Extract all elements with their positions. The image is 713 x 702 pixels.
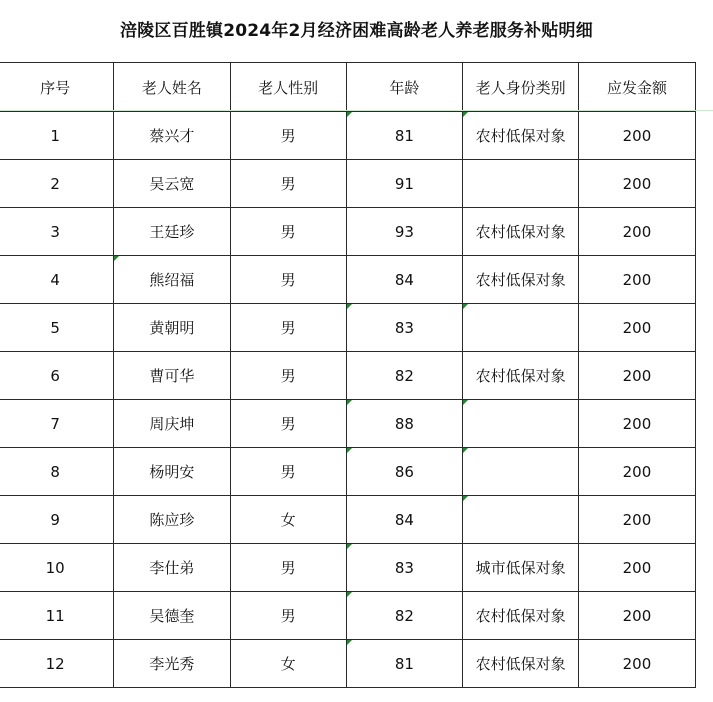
empty-cell[interactable] (695, 63, 709, 112)
cell-age[interactable]: 81 (346, 112, 462, 160)
cell-category[interactable] (463, 304, 579, 352)
column-header-name[interactable]: 老人姓名 (114, 63, 230, 112)
column-header-amount[interactable]: 应发金额 (579, 63, 695, 112)
cell-age[interactable]: 91 (346, 160, 462, 208)
cell-amount[interactable]: 200 (579, 256, 695, 304)
cell-serial[interactable]: 10 (0, 544, 114, 592)
cell-amount[interactable]: 200 (579, 112, 695, 160)
cell-age[interactable]: 84 (346, 496, 462, 544)
cell-name[interactable]: 王廷珍 (114, 208, 230, 256)
cell-amount[interactable]: 200 (579, 640, 695, 688)
cell-category[interactable]: 农村低保对象 (463, 112, 579, 160)
page-title: 涪陵区百胜镇2024年2月经济困难高龄老人养老服务补贴明细 (120, 21, 593, 41)
cell-age[interactable]: 86 (346, 448, 462, 496)
cell-serial[interactable]: 9 (0, 496, 114, 544)
cell-amount[interactable]: 200 (579, 496, 695, 544)
column-header-serial[interactable]: 序号 (0, 63, 114, 112)
column-header-age[interactable]: 年龄 (346, 63, 462, 112)
cell-gender[interactable]: 男 (230, 112, 346, 160)
column-header-gender[interactable]: 老人性别 (230, 63, 346, 112)
cell-serial[interactable]: 5 (0, 304, 114, 352)
cell-name[interactable]: 周庆坤 (114, 400, 230, 448)
cell-name[interactable]: 吴云宽 (114, 160, 230, 208)
table-row (0, 592, 709, 640)
cell-serial[interactable]: 11 (0, 592, 114, 640)
cell-age[interactable]: 83 (346, 544, 462, 592)
empty-cell[interactable] (695, 112, 709, 160)
cell-amount[interactable]: 200 (579, 544, 695, 592)
empty-cell[interactable] (695, 304, 709, 352)
cell-gender[interactable]: 男 (230, 256, 346, 304)
cell-age[interactable]: 82 (346, 592, 462, 640)
cell-gender[interactable]: 男 (230, 544, 346, 592)
table-row (0, 400, 709, 448)
cell-amount[interactable]: 200 (579, 352, 695, 400)
table-row (0, 496, 709, 544)
cell-gender[interactable]: 男 (230, 448, 346, 496)
cell-category[interactable]: 农村低保对象 (463, 640, 579, 688)
cell-name[interactable]: 李仕弟 (114, 544, 230, 592)
cell-age[interactable]: 81 (346, 640, 462, 688)
empty-cell[interactable] (695, 592, 709, 640)
empty-cell[interactable] (695, 160, 709, 208)
cell-serial[interactable]: 8 (0, 448, 114, 496)
table-row (0, 208, 709, 256)
cell-name[interactable]: 陈应珍 (114, 496, 230, 544)
cell-serial[interactable]: 2 (0, 160, 114, 208)
cell-category[interactable]: 城市低保对象 (463, 544, 579, 592)
table-row (0, 640, 709, 688)
table-row (0, 160, 709, 208)
cell-name[interactable]: 李光秀 (114, 640, 230, 688)
cell-category[interactable]: 农村低保对象 (463, 256, 579, 304)
table-header-row (0, 63, 709, 112)
cell-name[interactable]: 杨明安 (114, 448, 230, 496)
cell-serial[interactable]: 1 (0, 112, 114, 160)
cell-serial[interactable]: 3 (0, 208, 114, 256)
cell-name[interactable]: 曹可华 (114, 352, 230, 400)
cell-gender[interactable]: 男 (230, 400, 346, 448)
cell-category[interactable]: 农村低保对象 (463, 352, 579, 400)
table-row (0, 352, 709, 400)
empty-cell[interactable] (695, 448, 709, 496)
empty-cell[interactable] (695, 352, 709, 400)
empty-cell[interactable] (695, 208, 709, 256)
cell-name[interactable]: 吴德奎 (114, 592, 230, 640)
table-row (0, 544, 709, 592)
cell-amount[interactable]: 200 (579, 448, 695, 496)
cell-gender[interactable]: 男 (230, 352, 346, 400)
cell-serial[interactable]: 6 (0, 352, 114, 400)
cell-gender[interactable]: 男 (230, 592, 346, 640)
cell-category[interactable]: 农村低保对象 (463, 592, 579, 640)
cell-amount[interactable]: 200 (579, 592, 695, 640)
cell-age[interactable]: 82 (346, 352, 462, 400)
empty-cell[interactable] (695, 256, 709, 304)
cell-gender[interactable]: 女 (230, 640, 346, 688)
subsidy-table (0, 62, 709, 688)
cell-age[interactable]: 88 (346, 400, 462, 448)
cell-gender[interactable]: 男 (230, 304, 346, 352)
cell-name[interactable]: 黄朝明 (114, 304, 230, 352)
empty-cell[interactable] (695, 496, 709, 544)
cell-name[interactable]: 熊绍福 (114, 256, 230, 304)
cell-amount[interactable]: 200 (579, 304, 695, 352)
cell-name[interactable]: 蔡兴才 (114, 112, 230, 160)
cell-serial[interactable]: 12 (0, 640, 114, 688)
cell-gender[interactable]: 男 (230, 160, 346, 208)
cell-category[interactable] (463, 160, 579, 208)
cell-age[interactable]: 84 (346, 256, 462, 304)
table-row (0, 256, 709, 304)
table-row (0, 448, 709, 496)
cell-age[interactable]: 83 (346, 304, 462, 352)
cell-category[interactable] (463, 496, 579, 544)
cell-amount[interactable]: 200 (579, 400, 695, 448)
cell-amount[interactable]: 200 (579, 208, 695, 256)
empty-cell[interactable] (695, 400, 709, 448)
column-header-category[interactable]: 老人身份类别 (463, 63, 579, 112)
table-row (0, 112, 709, 160)
cell-gender[interactable]: 男 (230, 208, 346, 256)
empty-cell[interactable] (695, 640, 709, 688)
cell-serial[interactable]: 4 (0, 256, 114, 304)
cell-category[interactable] (463, 448, 579, 496)
cell-gender[interactable]: 女 (230, 496, 346, 544)
empty-cell[interactable] (695, 544, 709, 592)
cell-serial[interactable]: 7 (0, 400, 114, 448)
cell-amount[interactable]: 200 (579, 160, 695, 208)
table-row (0, 304, 709, 352)
cell-age[interactable]: 93 (346, 208, 462, 256)
cell-category[interactable] (463, 400, 579, 448)
cell-category[interactable]: 农村低保对象 (463, 208, 579, 256)
